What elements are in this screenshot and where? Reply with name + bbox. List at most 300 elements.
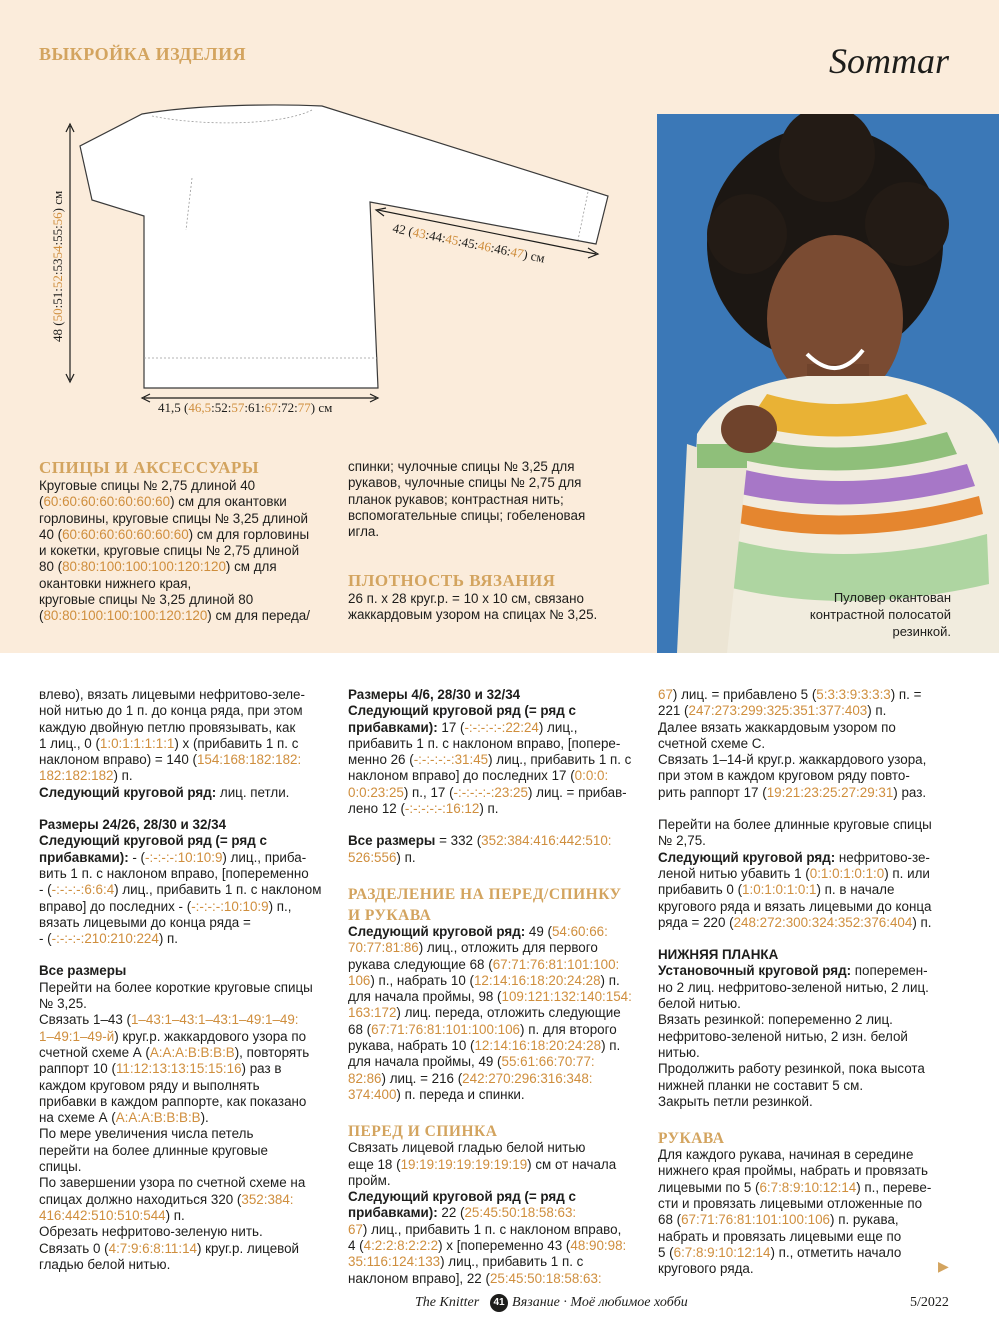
text-segment: вправо] до последних - ( [39,898,192,914]
text-segment: наклоном вправо], 22 ( [348,1270,490,1286]
text-line [39,1159,335,1175]
text-segment: - ( [128,849,146,865]
text-segment: Обрезать нефритово-зеленую нить. [39,1224,263,1240]
text-segment: рить раппорт 17 ( [658,784,767,800]
text-segment: ) лиц., прибавить 1 п. с [440,1254,584,1270]
text-segment: 40 ( [39,526,63,542]
text-segment: ) лиц. = прибав- [527,784,627,800]
size-values: 182:182:182 [39,768,114,784]
text-segment: прибавить 1 п. с наклоном вправо, [попере- [348,735,621,751]
text-line [39,768,335,784]
size-values: -:-:-:-:10:10:9 [191,898,269,914]
text-line [39,1045,335,1061]
text-line [658,833,954,849]
instructions-column-2 [348,687,644,1287]
size-values: 25:45:50:18:58:63: [489,1270,602,1286]
text-segment: ) п. переда и спинки. [396,1086,525,1102]
text-segment: кругового ряда. [658,1261,754,1277]
model-photo [657,114,999,653]
text-line [658,1061,954,1077]
text-segment: окантовки нижнего края, [39,575,192,591]
bold-heading: Все размеры [39,963,127,979]
text-line [39,899,335,915]
text-segment: ) см для окантовки [170,494,287,510]
text-segment: ) круг.р. жаккардового узора по [114,1028,307,1044]
text-line [39,931,335,947]
text-line [348,720,644,736]
text-line [658,1245,954,1261]
bold-lead: Следующий круговой ряд: [658,849,836,865]
size-values: -:-:-:-:-:22:24 [464,719,539,735]
text-segment: для начала проймы, 98 ( [348,989,502,1005]
text-line [348,1140,644,1156]
text-segment: ной нитью до 1 п. до конца ряда, при этом [39,703,303,719]
text-segment: прибавить 0 ( [658,882,743,898]
design-name: Sommar [828,41,949,81]
text-line: планок рукавов; контрастная нить; [348,491,564,507]
text-segment: 4 ( [348,1238,364,1254]
text-segment: лиц. петли. [216,784,290,800]
text-segment: № 3,25. [39,996,87,1012]
text-line [348,1157,644,1173]
text-segment: ) п. [158,931,178,947]
size-values: 0:1:0:1:0:1:0 [809,865,885,881]
text-line [39,817,335,833]
text-segment: ) п. в начале [816,882,895,898]
text-segment: круговые спицы № 3,25 длиной 80 [39,592,254,608]
size-values: 526:556 [348,849,397,865]
text-segment: ) лиц. = прибавлено 5 ( [672,687,817,702]
text-segment: ) см для [225,559,277,575]
text-segment: ), повторять [234,1044,310,1060]
tools-title: СПИЦЫ И АКСЕССУАРЫ [39,458,260,477]
text-segment: ) лиц., прибавить 1 п. с наклоном [114,882,322,898]
text-segment: спицы. [39,1159,82,1175]
paragraph-gap [348,866,644,882]
text-segment: Для каждого рукава, начиная в середине [658,1147,914,1163]
text-line [39,527,334,543]
text-line [39,1061,335,1077]
text-line: 26 п. х 28 круг.р. = 10 х 10 см, связано [348,591,584,606]
text-line [39,1110,335,1126]
paragraph-gap [39,801,335,817]
size-values: -:-:-:-:-:16:12 [404,801,480,817]
text-segment: вязать лицевыми до конца ряда = [39,914,251,930]
text-line: рукавов, чулочные спицы № 2,75 для [348,475,582,491]
size-values: 11:12:13:13:15:15:16 [115,1061,242,1077]
width-measurement: 41,5 (46,5:52:57:61:67:72:77) см [158,400,333,415]
size-values: 67 [348,1221,363,1237]
bold-lead: Установочный круговой ряд: [658,963,852,979]
section-heading: И РУКАВА [348,906,432,924]
text-segment: 49 ( [525,923,552,939]
text-segment: 1 лиц., 0 ( [39,735,100,751]
caption-line: резинкой. [892,624,951,639]
text-line [39,608,334,624]
text-line [658,947,954,963]
size-values: 352:384:416:442:510: [481,833,612,849]
text-segment: 221 ( [658,703,689,719]
text-segment: ) п. [113,768,133,784]
size-values: 12:14:16:18:20:24:28 [474,1038,602,1054]
text-line [348,736,644,752]
text-segment: Далее вязать жаккардовым узором по [658,719,896,735]
text-segment: счетной схеме А ( [39,1044,150,1060]
text-segment: ) п. для второго [520,1021,617,1037]
text-line [39,1126,335,1142]
text-line [39,1208,335,1224]
text-segment: пройм. [348,1172,391,1188]
bold-heading: Размеры 24/26, 28/30 и 32/34 [39,817,227,833]
gauge-section [348,572,638,624]
text-segment: спицах должно находиться 320 ( [39,1191,242,1207]
size-values: 154:168:182:182: [196,752,302,768]
text-line [39,752,335,768]
text-line [658,866,954,882]
text-line [39,1012,335,1028]
text-line [658,768,954,784]
text-line [348,1254,644,1270]
bold-heading: Размеры 4/6, 28/30 и 32/34 [348,687,521,702]
text-line [348,1222,644,1238]
size-values: 80:80:100:100:100:120:120 [43,608,208,624]
text-segment: лено 12 ( [348,801,405,817]
bold-lead: прибавками): [348,1205,438,1221]
size-values: 55:61:66:70:77: [501,1054,595,1070]
size-values: -:-:-:-:6:6:4 [51,882,115,898]
text-segment: 22 ( [437,1205,465,1221]
text-segment: нитью. [658,1044,700,1060]
size-values: 4:2:2:8:2:2:2 [363,1238,439,1254]
size-values: 54:60:66: [551,923,608,939]
text-line [39,736,335,752]
text-segment: ) раз. [893,784,927,800]
text-line: жаккардовым узором на спицах № 3,25. [348,607,598,623]
text-line [39,1257,335,1273]
text-segment: но 2 лиц. нефритово-зеленой нитью, 2 лиц. [658,979,929,995]
instructions-column-3 [658,687,954,1278]
text-line [39,1029,335,1045]
text-line [658,882,954,898]
size-values: 106 [348,972,371,988]
size-values: 82:86 [348,1070,382,1086]
paragraph-gap [39,947,335,963]
bold-lead: прибавками): [348,719,438,735]
text-line [658,1012,954,1028]
text-segment: ) п., отметить начало [770,1244,902,1260]
text-segment: прибавки в каждом раппорте, как показано [39,1093,307,1109]
sleeve-measurement: 42 (43:44:45:45:46:46:47) см [391,220,547,266]
text-line [39,1175,335,1191]
size-values: 67:71:76:81:101:100: [492,956,620,972]
text-line [39,494,334,510]
tools-list-part-2 [348,459,638,540]
text-line [348,768,644,784]
text-line [658,785,954,801]
text-segment: Связать 1–43 ( [39,1012,131,1028]
gauge-title: ПЛОТНОСТЬ ВЯЗАНИЯ [348,571,556,590]
text-line [348,1054,644,1070]
photo-caption [751,589,951,640]
text-line [39,687,335,703]
text-line [658,703,954,719]
bold-heading: Следующий круговой ряд (= ряд с [348,703,576,719]
text-line: игла. [348,524,380,540]
text-segment: поперемен- [851,963,928,979]
size-values: 374:400 [348,1086,397,1102]
text-segment: ) см от начала [527,1156,617,1172]
text-segment: ) п. [396,849,416,865]
section-heading: РУКАВА [658,1130,725,1148]
paragraph-gap [348,1103,644,1119]
text-line [658,720,954,736]
bold-lead: Следующий круговой ряд: [39,784,217,800]
text-line [658,736,954,752]
size-values: 0:0:23:25 [348,784,404,800]
paragraph-gap [348,817,644,833]
text-segment: ) п. [479,801,499,817]
text-segment: влево), вязать лицевыми нефритово-зеле- [39,687,305,702]
size-values: 109:121:132:140:154: [501,989,632,1005]
text-line [39,1143,335,1159]
size-values: -:-:-:-:10:10:9 [145,849,223,865]
text-segment: По завершении узора по счетной схеме на [39,1175,306,1191]
paragraph-gap [658,801,954,817]
size-values: 6:7:8:9:10:12:14 [673,1244,771,1260]
text-segment: ) лиц., отложить для первого [418,940,598,956]
text-segment: ) п. [912,914,932,930]
text-segment: менно 26 ( [348,752,414,768]
bold-lead: Следующий круговой ряд: [348,923,526,939]
text-line [658,915,954,931]
text-line [39,915,335,931]
size-values: 1:0:1:1:1:1:1 [99,735,175,751]
page-footer [0,1293,999,1315]
text-line [348,1173,644,1189]
text-segment: при этом в каждом круговом ряду повто- [658,768,910,784]
text-line [39,703,335,719]
text-line [39,1192,335,1208]
size-values: -:-:-:-:-:31:45 [413,752,489,768]
text-segment: Связать 0 ( [39,1240,109,1256]
size-values: А:А:А:В:В:В:В [115,1110,201,1126]
size-values: 19:21:23:25:27:29:31 [766,784,894,800]
text-segment: ) п. [165,1207,185,1223]
next-page-arrow-icon: ▶ [938,1258,949,1274]
bold-lead: прибавками): [39,849,129,865]
text-line [39,1224,335,1240]
issue-number: 5/2022 [910,1295,949,1310]
caption-line: контрастной полосатой [809,607,951,622]
size-values: 67:71:76:81:101:100:106 [681,1212,831,1228]
text-segment: Вязать резинкой: попеременно 2 лиц. [658,1012,893,1028]
text-line [658,963,954,979]
text-segment: Закрыть петли резинкой. [658,1093,813,1109]
text-segment: ) п., [268,898,292,914]
text-line [658,1196,954,1212]
text-line [658,1078,954,1094]
text-segment: рукава следующие 68 ( [348,956,493,972]
size-values: 67:71:76:81:101:100:106 [371,1021,521,1037]
text-segment: ряда = 220 ( [658,914,734,930]
text-segment: Связать 1–14-й круг.р. жаккардового узора, [658,752,927,768]
text-segment: нефритово-зе- [835,849,930,865]
text-segment: наклоном вправо) = 140 ( [39,752,197,768]
text-segment: 5 ( [658,1244,674,1260]
text-line [658,980,954,996]
text-line [348,1038,644,1054]
text-line [658,1180,954,1196]
text-segment: ) х [попеременно 43 ( [438,1238,571,1254]
text-segment: ) п. = [890,687,922,702]
text-line [39,882,335,898]
text-segment: № 2,75. [658,833,706,849]
text-segment: нефритово-зеленой нитью, 2 изн. белой [658,1028,908,1044]
text-segment: Перейти на более короткие круговые спицы [39,979,313,995]
size-values: 1–49:1–49-й [39,1028,115,1044]
text-line [39,592,334,608]
text-segment: ( [39,608,44,624]
height-measurement: 48 (50:51:52:5354:55:56) см [50,190,65,342]
text-line [39,478,334,494]
text-line [39,1078,335,1094]
text-line [348,1087,644,1103]
size-values: А:А:А:В:В:В:В [149,1044,235,1060]
tools-section [39,459,334,625]
text-line [348,1271,644,1287]
text-line [39,511,334,527]
size-values: 247:273:299:325:351:377:403 [688,703,868,719]
text-line [39,785,335,801]
paragraph-gap [658,1110,954,1126]
text-line [348,957,644,973]
text-segment: гладью белой нитью. [39,1256,171,1272]
text-segment: 68 ( [658,1212,682,1228]
text-line [39,866,335,882]
text-line [658,1045,954,1061]
text-line [39,559,334,575]
text-segment: Перейти на более длинные круговые спицы [658,817,932,833]
bold-heading: Следующий круговой ряд (= ряд с [348,1189,576,1205]
text-segment: еще 18 ( [348,1156,401,1172]
text-line [39,1094,335,1110]
text-segment: ) п., набрать 10 ( [370,972,474,988]
text-line [39,833,335,849]
text-segment: каждую двойную петлю провязывать, как [39,719,296,735]
text-line [39,1241,335,1257]
size-values: 25:45:50:18:58:63: [464,1205,577,1221]
text-segment: ) п. или [884,865,930,881]
text-line [658,1094,954,1110]
text-segment: ) лиц., прибавить 1 п. с [488,752,632,768]
text-line [348,752,644,768]
instructions-column-1 [39,687,335,1273]
text-segment: белой нитью. [658,996,741,1012]
text-line [39,576,334,592]
text-segment: на схеме А ( [39,1110,116,1126]
size-values: 416:442:510:510:544 [39,1207,166,1223]
text-line [39,963,335,979]
text-segment: - ( [39,882,52,898]
size-values: 80:80:100:100:100:120:120 [62,559,226,575]
text-segment: ) п. [600,972,620,988]
size-values: 248:272:300:324:352:376:404 [733,914,913,930]
text-line [348,1071,644,1087]
size-values: 12:14:16:18:20:24:28 [473,972,601,988]
sweater-schematic [40,96,640,426]
text-segment: ) п. [867,703,887,719]
text-segment: и кокетки, круговые спицы № 2,75 длиной [39,543,300,559]
size-values: 48:90:98: [570,1238,627,1254]
text-line [658,752,954,768]
text-segment: вить 1 п. с наклоном вправо, [попеременно [39,865,309,881]
bold-lead: Все размеры [348,833,436,849]
caption-line: Пуловер окантован [833,590,951,605]
section-heading: ПЕРЕД И СПИНКА [348,1123,498,1141]
text-line: спинки; чулочные спицы № 3,25 для [348,459,575,474]
text-line [658,1163,954,1179]
text-line [39,996,335,1012]
text-segment: ) см для горловины [188,526,310,542]
size-values: 1–43:1–43:1–43:1–49:1–49: [130,1012,299,1028]
text-line [348,989,644,1005]
text-segment: раппорт 10 ( [39,1061,116,1077]
text-segment: лицевыми по 5 ( [658,1179,760,1195]
size-values: -:-:-:-:210:210:224 [51,931,159,947]
text-segment: кругового ряда и вязать лицевыми до конца [658,898,932,914]
text-line [658,1261,954,1277]
section-heading: РАЗДЕЛЕНИЕ НА ПЕРЕД/СПИНКУ [348,885,622,903]
text-segment: Продолжить работу резинкой, пока высота [658,1061,925,1077]
text-segment: = 332 ( [435,833,482,849]
size-values: 67 [658,687,673,702]
text-line [658,817,954,833]
text-segment: наклоном вправо] до последних 17 ( [348,768,575,784]
text-segment: ) лиц., прибавить 1 п. с наклоном вправо, [362,1221,622,1237]
text-segment: для начала проймы, 49 ( [348,1054,502,1070]
text-segment: 17 ( [437,719,465,735]
text-segment: перейти на более длинные круговые [39,1142,268,1158]
text-segment: По мере увеличения числа петель [39,1126,254,1142]
text-line [658,1212,954,1228]
text-line [348,703,644,719]
text-segment: счетной схеме С. [658,735,766,751]
text-line: вспомогательные спицы; гобеленовая [348,507,586,523]
text-line [348,833,644,849]
size-values: -:-:-:-:-:23:25 [453,784,528,800]
text-line [348,924,644,940]
size-values: 1:0:1:0:1:0:1 [742,882,817,898]
text-segment: Круговые спицы № 2,75 длиной 40 [39,478,256,493]
text-line [348,785,644,801]
text-line [348,973,644,989]
text-segment: ) п. рукава, [830,1212,899,1228]
text-segment: Связать лицевой гладью белой нитью [348,1140,586,1156]
magazine-name: The Knitter [415,1295,480,1310]
text-segment: ) лиц., приба- [222,849,307,865]
size-values: 70:77:81:86 [348,940,419,956]
text-segment: ) см для переда/ [207,608,310,624]
page-title: ВЫКРОЙКА ИЗДЕЛИЯ [39,44,247,64]
page-number: 41 [490,1294,508,1312]
text-segment: - ( [39,931,52,947]
text-segment: ( [39,494,44,510]
text-segment: ) круг.р. лицевой [197,1240,300,1256]
text-line [348,1238,644,1254]
size-values: 35:116:124:133 [348,1254,441,1270]
text-line [658,850,954,866]
text-line [658,899,954,915]
